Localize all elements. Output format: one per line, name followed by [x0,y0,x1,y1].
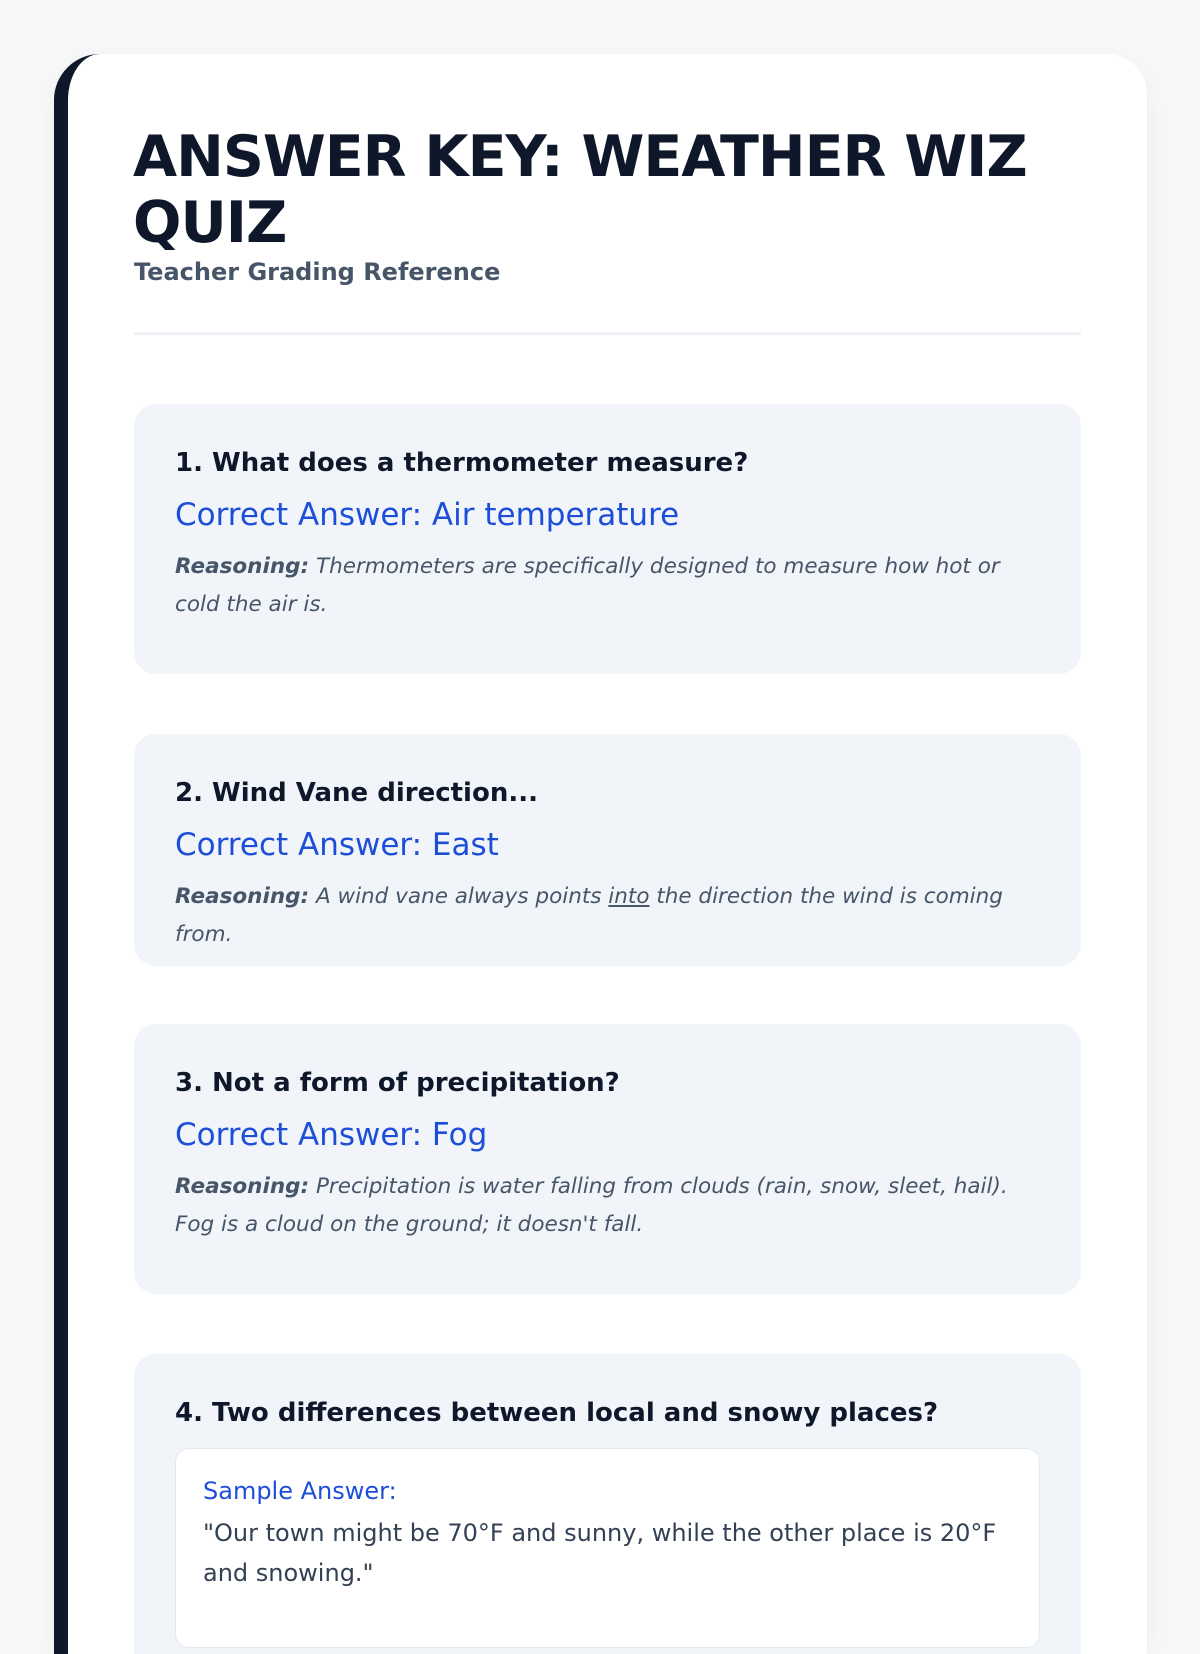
reasoning-label: Reasoning: [175,884,310,909]
reasoning-text-before: A wind vane always points [309,884,609,909]
reasoning [175,1168,1040,1244]
reasoning-emphasis: into [608,884,650,909]
question-title: 2. Wind Vane direction... [175,778,538,808]
reasoning-text-after: the direction the wind is coming from. [175,884,1003,947]
correct-answer: Correct Answer: East [175,827,499,863]
reasoning [175,548,1040,624]
sample-answer-label: Sample Answer: [203,1477,397,1505]
correct-answer: Correct Answer: Air temperature [175,497,680,533]
question-title: 1. What does a thermometer measure? [175,448,749,478]
reasoning-text: Precipitation is water falling from clouds (rain, snow, sleet, hail). Fog is a cloud on the ground; it doesn't fall. [175,1174,1008,1237]
reasoning-label: Reasoning: [175,1174,310,1199]
reasoning-text: Thermometers are specifically designed to measure how hot or cold the air is. [175,554,1000,617]
question-card-4 [134,1354,1081,1654]
reasoning [175,878,1040,954]
question-card-2 [134,734,1081,966]
question-card-1 [134,404,1081,674]
reasoning-label: Reasoning: [175,554,310,579]
answer-key-card [54,54,1147,1654]
page-title: ANSWER KEY: WEATHER WIZ QUIZ [133,124,1027,256]
sample-answer-text: "Our town might be 70°F and sunny, while the other place is 20°F and snowing." [203,1519,997,1587]
question-card-3 [134,1024,1081,1294]
question-title: 4. Two differences between local and snowy places? [175,1398,939,1428]
question-title: 3. Not a form of precipitation? [175,1068,620,1098]
correct-answer: Correct Answer: Fog [175,1117,488,1153]
header-divider [134,332,1081,335]
page-subtitle: Teacher Grading Reference [134,258,501,286]
sample-answer-box [175,1448,1040,1648]
